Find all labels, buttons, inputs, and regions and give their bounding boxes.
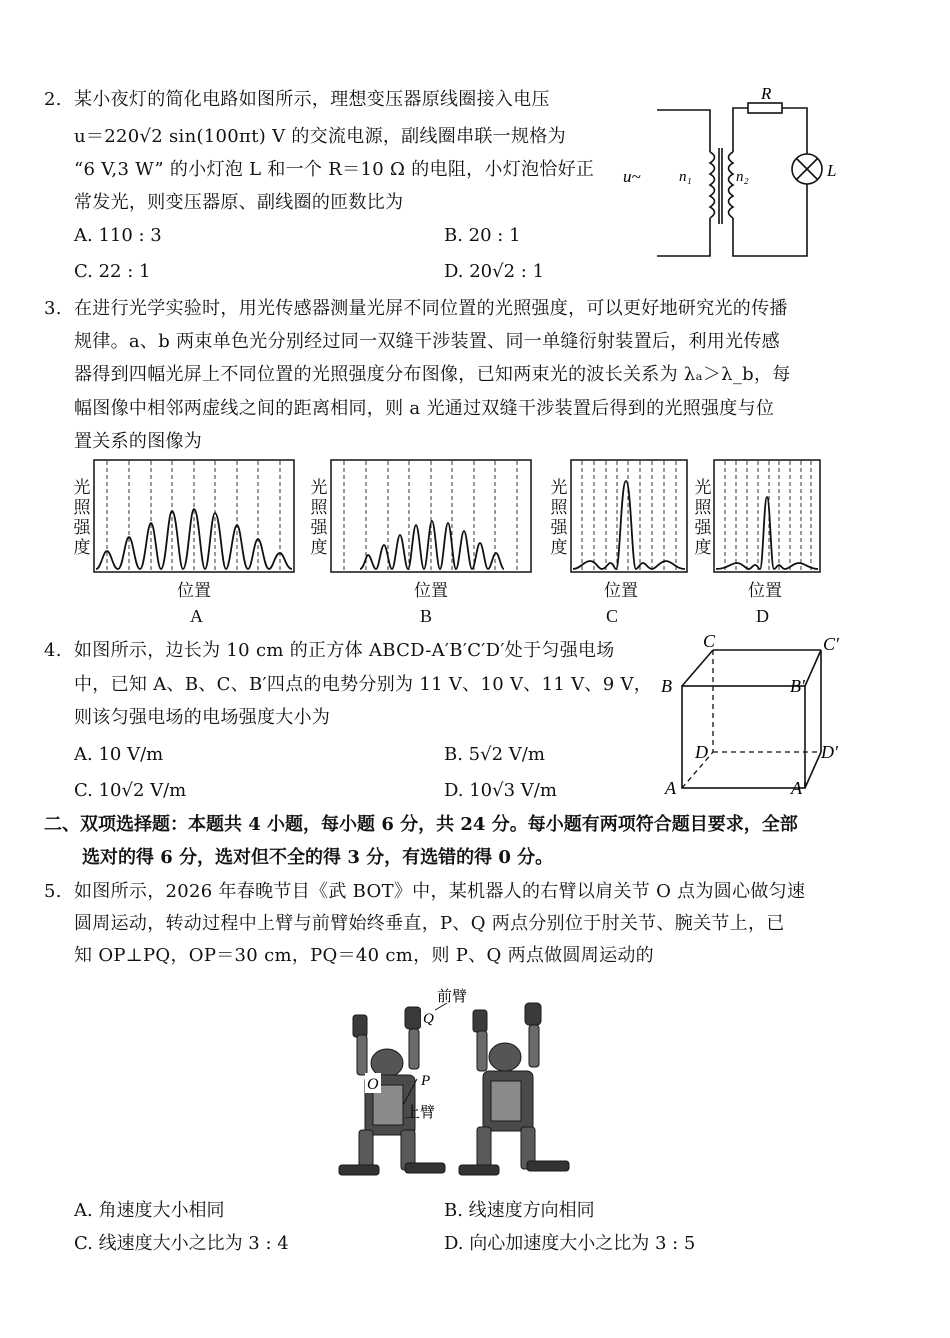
panel-d-xlabel: 位置 bbox=[748, 581, 782, 601]
q3-line-4: 幅图像中相邻两虚线之间的距离相同，则 a 光通过双缝干涉装置后得到的光照强度与位 bbox=[74, 398, 775, 419]
lamp-label: L bbox=[827, 161, 837, 180]
q3-line-2: 规律。a、b 两束单色光分别经过同一双缝干涉装置、同一单缝衍射装置后，利用光传感 bbox=[74, 331, 780, 352]
cube-diagram bbox=[655, 630, 855, 800]
vertex-d: D bbox=[695, 742, 708, 762]
vertex-a: A bbox=[665, 778, 676, 798]
q2-line-4: 常发光，则变压器原、副线圈的匝数比为 bbox=[74, 192, 404, 213]
panel-c-label[interactable]: C bbox=[606, 606, 619, 626]
vertex-b-prime: B′ bbox=[790, 676, 805, 696]
q4-option-c[interactable]: C. 10√2 V/m bbox=[74, 780, 187, 801]
q4-line-3: 则该匀强电场的电场强度大小为 bbox=[74, 707, 331, 728]
q4-line-2: 中，已知 A、B、C、B′四点的电势分别为 11 V、10 V、11 V、9 V， bbox=[74, 674, 653, 695]
panel-b-xlabel: 位置 bbox=[414, 581, 448, 601]
section-2-heading: 二、双项选择题：本题共 4 小题，每小题 6 分，共 24 分。每小题有两项符合题目要求，全部 bbox=[44, 814, 798, 835]
vertex-a-prime: A′ bbox=[791, 778, 806, 798]
panel-b-label[interactable]: B bbox=[420, 606, 433, 626]
panel-a-xlabel: 位置 bbox=[177, 581, 211, 601]
panel-a-graph bbox=[93, 459, 295, 573]
q5-number: 5. bbox=[44, 881, 62, 902]
panel-d-graph bbox=[713, 459, 821, 573]
panel-b-graph bbox=[330, 459, 532, 573]
point-q-label: Q bbox=[423, 1011, 434, 1027]
q5-option-b[interactable]: B. 线速度方向相同 bbox=[444, 1200, 595, 1221]
q5-line-1: 如图所示，2026 年春晚节目《武 BOT》中，某机器人的右臂以肩关节 O 点为圆心做匀速 bbox=[74, 881, 806, 902]
q4-option-d[interactable]: D. 10√3 V/m bbox=[444, 780, 557, 801]
point-p-label: P bbox=[421, 1073, 431, 1089]
forearm-label: 前臂 bbox=[437, 989, 468, 1005]
q4-number: 4. bbox=[44, 640, 62, 661]
panel-c-xlabel: 位置 bbox=[604, 581, 638, 601]
q3-line-1: 在进行光学实验时，用光传感器测量光屏不同位置的光照强度，可以更好地研究光的传播 bbox=[74, 298, 788, 319]
point-o-label: O bbox=[367, 1076, 379, 1093]
q3-line-5: 置关系的图像为 bbox=[74, 431, 203, 452]
robot-photo bbox=[335, 985, 590, 1185]
q5-option-c[interactable]: C. 线速度大小之比为 3 : 4 bbox=[74, 1233, 289, 1254]
primary-turns-label: n₁ bbox=[679, 169, 692, 185]
q2-line-2: u＝220√2 sin(100πt) V 的交流电源，副线圈串联一规格为 bbox=[74, 126, 566, 147]
panel-c-graph bbox=[570, 459, 688, 573]
panel-b-ylabel: 光 照 强 度 bbox=[310, 478, 328, 558]
q2-line-1: 某小夜灯的简化电路如图所示，理想变压器原线圈接入电压 bbox=[74, 89, 550, 110]
q4-option-a[interactable]: A. 10 V/m bbox=[74, 744, 164, 765]
section-2-heading-cont: 选对的得 6 分，选对但不全的得 3 分，有选错的得 0 分。 bbox=[82, 847, 554, 868]
q3-line-3: 器得到四幅光屏上不同位置的光照强度分布图像，已知两束光的波长关系为 λₐ＞λ_b，每 bbox=[74, 364, 791, 385]
panel-c-ylabel: 光 照 强 度 bbox=[550, 478, 568, 558]
source-label: u~ bbox=[623, 167, 641, 186]
vertex-b: B bbox=[661, 676, 672, 696]
vertex-d-prime: D′ bbox=[821, 742, 838, 762]
q4-line-1: 如图所示，边长为 10 cm 的正方体 ABCD-A′B′C′D′处于匀强电场 bbox=[74, 640, 615, 661]
panel-a-ylabel: 光 照 强 度 bbox=[73, 478, 91, 558]
vertex-c-prime: C′ bbox=[823, 634, 839, 654]
panel-d-ylabel: 光 照 强 度 bbox=[694, 478, 712, 558]
q2-option-c[interactable]: C. 22 : 1 bbox=[74, 261, 151, 282]
q5-option-d[interactable]: D. 向心加速度大小之比为 3 : 5 bbox=[444, 1233, 696, 1254]
q2-option-d[interactable]: D. 20√2 : 1 bbox=[444, 261, 545, 282]
q5-line-2: 圆周运动，转动过程中上臂与前臂始终垂直，P、Q 两点分别位于肘关节、腕关节上，已 bbox=[74, 913, 785, 934]
q2-option-b[interactable]: B. 20 : 1 bbox=[444, 225, 521, 246]
q3-number: 3. bbox=[44, 298, 62, 319]
upperarm-label: 上臂 bbox=[405, 1105, 436, 1121]
q2-line-3: “6 V,3 W” 的小灯泡 L 和一个 R＝10 Ω 的电阻，小灯泡恰好正 bbox=[74, 159, 595, 180]
q5-line-3: 知 OP⊥PQ，OP＝30 cm，PQ＝40 cm，则 P、Q 两点做圆周运动的 bbox=[74, 945, 654, 966]
panel-d-label[interactable]: D bbox=[756, 606, 769, 626]
vertex-c: C bbox=[703, 631, 716, 651]
q5-option-a[interactable]: A. 角速度大小相同 bbox=[74, 1200, 225, 1221]
q2-option-a[interactable]: A. 110 : 3 bbox=[74, 225, 162, 246]
panel-a-label[interactable]: A bbox=[190, 606, 203, 626]
q4-option-b[interactable]: B. 5√2 V/m bbox=[444, 744, 545, 765]
q2-number: 2. bbox=[44, 89, 62, 110]
resistor-label: R bbox=[761, 84, 772, 103]
transformer-circuit-diagram bbox=[615, 80, 850, 265]
secondary-turns-label: n₂ bbox=[736, 169, 749, 185]
